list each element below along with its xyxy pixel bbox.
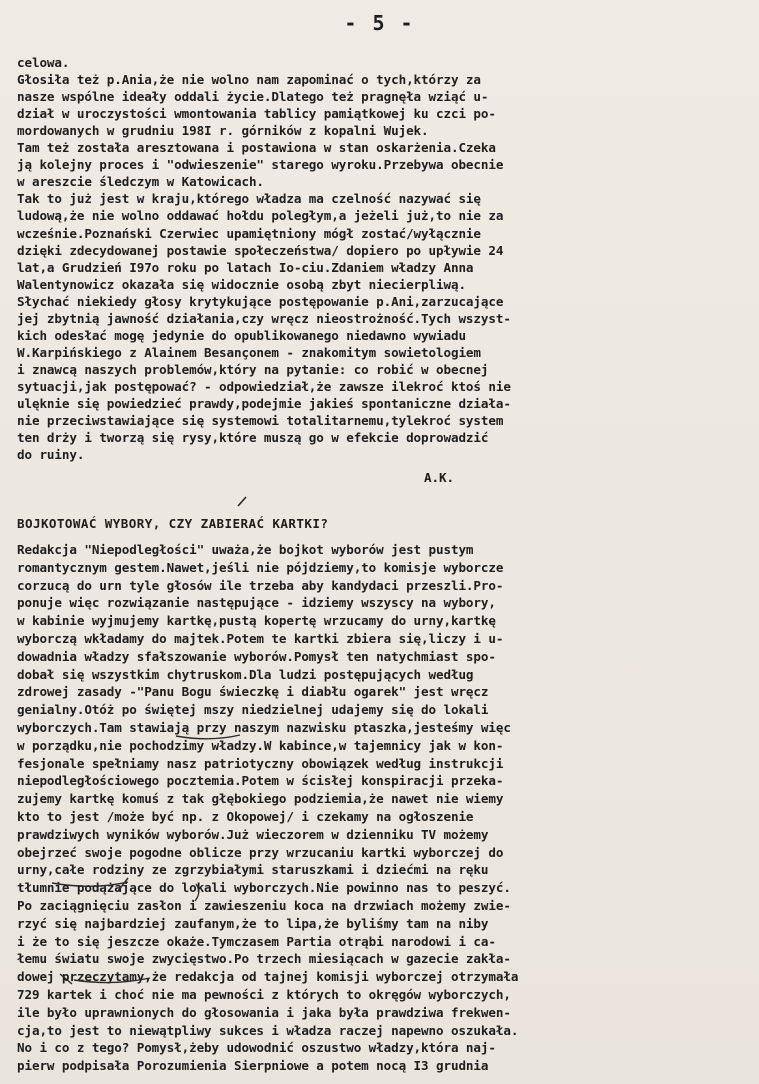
text-line: i że to się jeszcze okaże.Tymczasem Partia otrąbi narodowi i ca- — [17, 933, 496, 949]
text-line: tłumnie podążające do lokali wyborczych.Nie powinno nas to peszyć. — [17, 880, 511, 896]
text-line: dobał się wszystkim chytruskom.Dla ludzi postępujących według — [17, 666, 474, 682]
text-line: corzucą do urn tyle głosów ile trzeba aby kandydaci przeszli.Pro- — [17, 577, 504, 593]
text-line: Walentynowicz okazała się widocznie osobą zbyt niecierpliwą. — [17, 276, 466, 292]
text-line: nasze wspólne ideały oddali życie.Dlatego też pragnęła wziąć u- — [17, 89, 489, 105]
text-line: prawdziwych wyników wyborów.Już wieczorem w dzienniku TV możemy — [17, 826, 489, 842]
page-number: - 5 - — [344, 11, 415, 35]
text-line: Po zaciągnięciu zasłon i zawieszeniu koca na drzwiach możemy zwie- — [17, 898, 511, 913]
text-line: wyborczych.Tam stawiają przy naszym nazwisku ptaszka,jesteśmy więc — [17, 720, 511, 735]
text-line: w areszcie śledczym w Katowicach. — [17, 174, 264, 190]
text-line: w porządku,nie pochodzimy władzy.W kabince,w tajemnicy jak w kon- — [17, 737, 504, 753]
text-line: w kabinie wyjmujemy kartkę,pustą kopertę wrzucamy do urny,kartkę — [17, 613, 496, 629]
text-line: sytuacji,jak postępować? - odpowiedział,że zawsze ilekroć ktoś nie — [17, 378, 511, 394]
text-line: wyborczą wkładamy do majtek.Potem te kartki zbiera się,liczy i u- — [17, 631, 504, 646]
article-heading: BOJKOTOWAĆ WYBORY, CZY ZABIERAĆ KARTKI? — [17, 516, 329, 531]
text-line: dowadnia władzy sfałszowanie wyborów.Pomysł ten natychmiast spo- — [17, 648, 496, 664]
text-line: genialny.Otóż po świętej mszy niedzielnej udajemy się do lokali — [17, 702, 489, 718]
text-line: zdrowej zasady -"Panu Bogu świeczkę i diabłu ogarek" jest wręcz — [17, 684, 489, 700]
text-line: fesjonale spełniamy nasz patriotyczny obowiązek według instrukcji — [17, 755, 504, 771]
text-line: Tak to już jest w kraju,którego władza ma czelność nazywać się — [17, 191, 481, 207]
text-line: i znawcą naszych problemów,który na pytanie: co robić w obecnej — [17, 361, 489, 377]
text-line: Redakcja "Niepodległości" uważa,że bojkot wyborów jest pustym — [17, 542, 474, 557]
text-line: Tam też została aresztowana i postawiona w stan oskarżenia.Czeka — [17, 140, 496, 156]
text-line: jej zbytnią jawność działania,czy wręcz nieostrożność.Tych wszyst- — [17, 310, 511, 326]
text-line: dział w uroczystości wmontowania tablicy pamiątkowej ku czci po- — [17, 106, 496, 122]
text-line: ile było uprawnionych do głosowania i jaka była prawdziwa frekwen- — [17, 1004, 511, 1020]
text-line: 729 kartek i choć nie ma pewności z których to okręgów wyborczych, — [17, 987, 511, 1002]
text-line: ją kolejny proces i "odwieszenie" starego wyroku.Przebywa obecnie — [17, 157, 504, 173]
article-signature: A.K. — [424, 470, 454, 485]
text-line: No i co z tego? Pomysł,żeby udowodnić oszustwo władzy,która naj- — [17, 1040, 496, 1056]
text-line: Głosiła też p.Ania,że nie wolno nam zapominać o tych,którzy za — [17, 72, 481, 88]
text-line: lat,a Grudzień I97o roku po latach Io-ciu.Zdaniem władzy Anna — [17, 259, 474, 275]
text-line: kich odesłać mogę jedynie do opublikowanego niedawno wywiadu — [17, 327, 466, 343]
text-line: nie przeciwstawiające się systemowi totalitarnemu,tylekroć system — [17, 413, 504, 429]
text-line: obejrzeć swoje pogodne oblicze przy wrzucaniu kartki wyborczej do — [17, 844, 504, 860]
text-line: wcześnie.Poznański Czerwiec upamiętniony mógł zostać/wyłącznie — [17, 225, 481, 241]
text-line: urny,całe rodziny ze zgrzybiałymi staruszkami i dziećmi na ręku — [17, 862, 489, 878]
text-line: W.Karpińskiego z Alainem Besançonem - znakomitym sowietologiem — [17, 344, 481, 360]
text-line: Słychać niekiedy głosy krytykujące postępowanie p.Ani,zarzucające — [17, 293, 504, 309]
text-line: dzięki zdecydowanej postawie społeczeństwa/ dopiero po upływie 24 — [17, 242, 504, 258]
text-line: ulęknie się powiedzieć prawdy,podejmie jakieś spontaniczne działa- — [17, 396, 511, 411]
text-line: ponuje więc rozwiązanie następujące - idziemy wszyscy na wybory, — [17, 595, 496, 611]
text-line: romantycznym gestem.Nawet,jeśli nie pójdziemy,to komisje wyborcze — [17, 559, 504, 575]
text-line: ludową,że nie wolno oddawać hołdu poległym,a jeżeli już,to nie za — [17, 208, 504, 224]
text-line: łemu światu swoje zwycięstwo.Po trzech miesiącach w gazecie zakła- — [17, 951, 511, 967]
text-line: zujemy kartkę komuś z tak głębokiego podziemia,że nawet nie wiemy — [17, 791, 504, 807]
text-line: cja,to jest to niewątpliwy sukces i władza raczej napewno oszukała. — [17, 1022, 519, 1038]
text-line: rzyć się najbardziej zaufanym,że to lipa,że byliśmy tam na niby — [17, 915, 489, 931]
text-line: niepodległościowego pocztemia.Potem w ścisłej konspiracji przeka- — [17, 773, 504, 789]
text-line: mordowanych w grudniu 198I r. górników z kopalni Wujek. — [17, 123, 429, 139]
text-line: ten drży i tworzą się rysy,które muszą go w efekcie doprowadzić — [17, 430, 489, 446]
text-line: do ruiny. — [17, 447, 85, 463]
text-line: celowa. — [17, 55, 70, 70]
text-line: kto to jest /może być np. z Okopowej/ i czekamy na ogłoszenie — [17, 809, 474, 824]
text-line: pierw podpisała Porozumienia Sierpniowe a potem nocą I3 grudnia — [17, 1058, 489, 1074]
text-line: dowej przeczytamy,że redakcja od tajnej komisji wyborczej otrzymała — [17, 969, 519, 985]
